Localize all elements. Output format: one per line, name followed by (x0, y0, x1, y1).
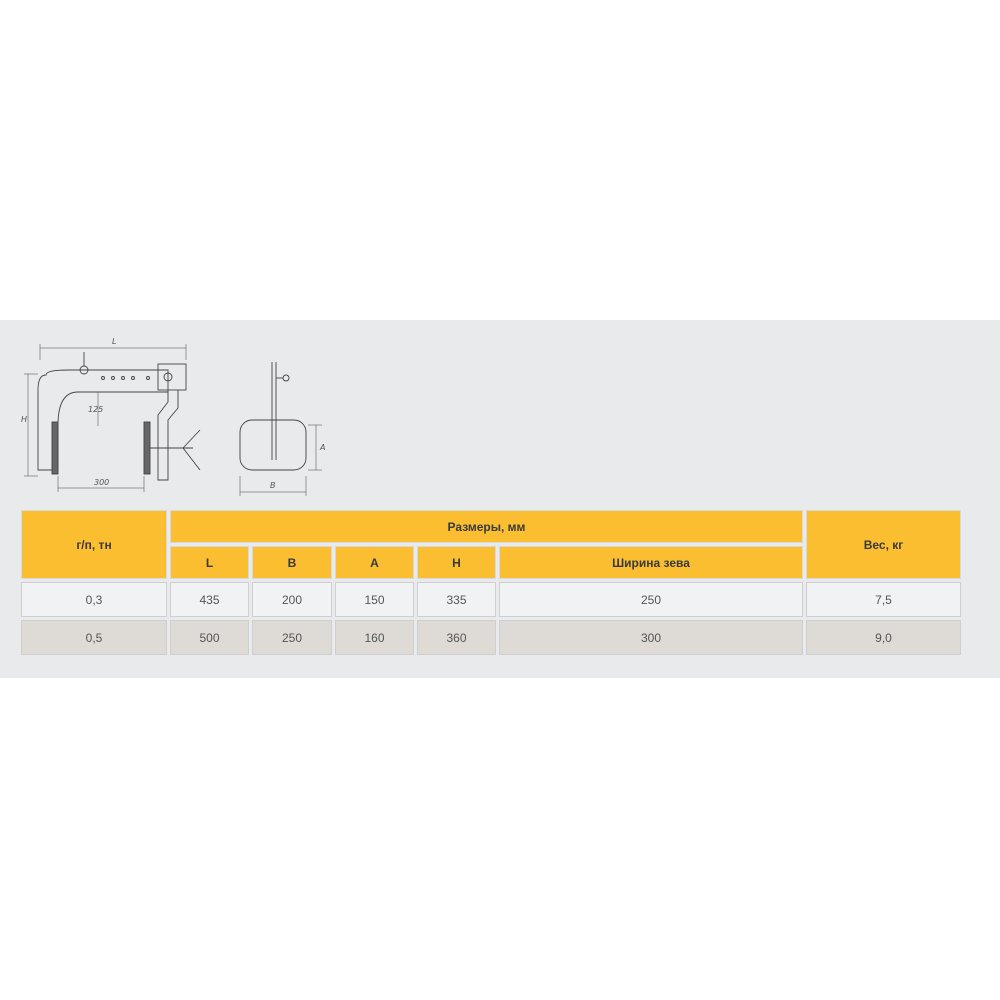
cell-weight: 9,0 (806, 620, 961, 655)
table-row (21, 620, 961, 655)
cell-jaw-width: 300 (499, 620, 803, 655)
cell-a: 150 (335, 582, 414, 617)
cell-h: 360 (417, 620, 496, 655)
header-capacity: г/п, тн (21, 510, 167, 579)
specifications-table (18, 507, 964, 658)
header-dimensions: Размеры, мм (170, 510, 803, 543)
cell-b: 250 (252, 620, 332, 655)
jaw-pad-right (144, 422, 150, 474)
cell-l: 500 (170, 620, 249, 655)
cell-weight: 7,5 (806, 582, 961, 617)
table-header-row (21, 510, 961, 543)
table-row (21, 582, 961, 617)
header-jaw-width: Ширина зева (499, 546, 803, 579)
jaw-pad-left (52, 422, 58, 474)
header-b: B (252, 546, 332, 579)
dim-label-a: A (320, 443, 326, 452)
cell-capacity: 0,3 (21, 582, 167, 617)
dim-label-h: H (21, 415, 28, 424)
clamp-body-front (240, 420, 306, 470)
dim-label-l: L (112, 337, 117, 346)
cell-a: 160 (335, 620, 414, 655)
cell-jaw-width: 250 (499, 582, 803, 617)
clamp-technical-drawing (18, 330, 338, 502)
header-h: H (417, 546, 496, 579)
header-weight: Вес, кг (806, 510, 961, 579)
cell-b: 200 (252, 582, 332, 617)
dim-label-jaw: 300 (94, 478, 110, 487)
cell-l: 435 (170, 582, 249, 617)
cell-capacity: 0,5 (21, 620, 167, 655)
cell-h: 335 (417, 582, 496, 617)
dim-label-inner: 125 (88, 405, 104, 414)
header-l: L (170, 546, 249, 579)
header-a: A (335, 546, 414, 579)
dim-label-b: B (270, 481, 276, 490)
screw-handle (183, 430, 200, 470)
